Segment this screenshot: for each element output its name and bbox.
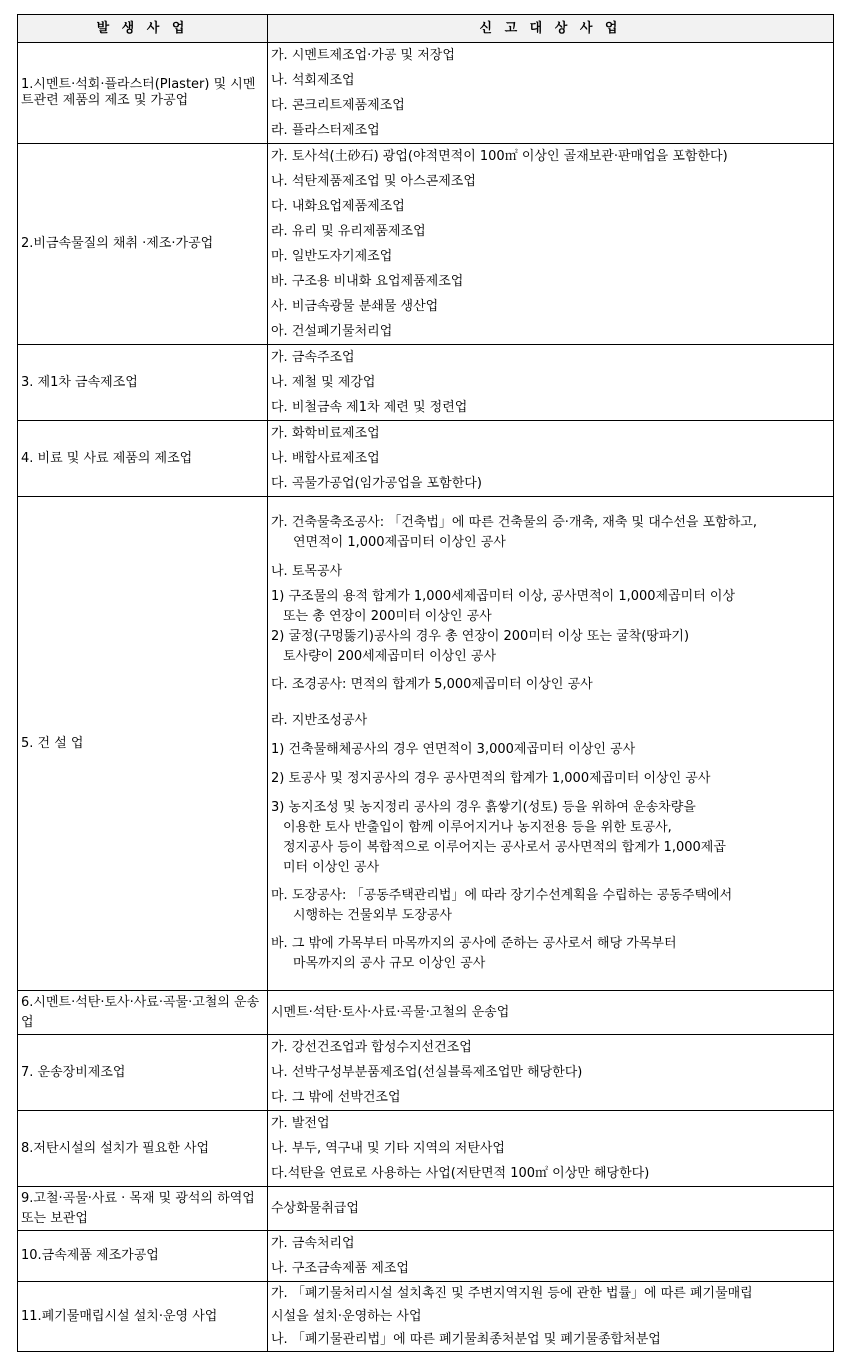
table-row (18, 421, 834, 497)
sub-item-continuation: 또는 총 연장이 200미터 이상인 공사 (283, 609, 492, 624)
list-item: 나. 석탄제품제조업 및 아스콘제조업 (271, 174, 476, 189)
items-cell (268, 1035, 834, 1111)
list-item: 나. 구조금속제품 제조업 (271, 1261, 409, 1276)
list-item-continuation: 시행하는 건물외부 도장공사 (293, 908, 452, 923)
list-item: 아. 건설폐기물처리업 (271, 324, 393, 339)
list-item: 나. 「폐기물관리법」에 따른 폐기물최종처분업 및 폐기물종합처분업 (271, 1332, 661, 1347)
sub-item-continuation: 미터 이상인 공사 (283, 860, 380, 875)
items-cell (268, 345, 834, 421)
table-row (18, 1187, 834, 1231)
list-item: 가. 금속주조업 (271, 350, 355, 365)
table-row (18, 1111, 834, 1187)
list-item: 가. 건축물축조공사: 「건축법」에 따른 건축물의 증·개축, 재축 및 대수선을 포함하고, (271, 515, 757, 530)
header-reportable-business: 신 고 대 상 사 업 (268, 15, 834, 43)
items-cell (268, 1187, 834, 1231)
list-item: 가. 시멘트제조업·가공 및 저장업 (271, 48, 455, 63)
category-cell: 1.시멘트·석회·플라스터(Plaster) 및 시멘트관련 제품의 제조 및 가공업 (18, 43, 268, 144)
list-item: 바. 그 밖에 가목부터 마목까지의 공사에 준하는 공사로서 해당 가목부터 (271, 936, 677, 951)
list-item: 나. 석회제조업 (271, 73, 355, 88)
list-item: 다.석탄을 연료로 사용하는 사업(저탄면적 100㎡ 이상만 해당한다) (271, 1166, 650, 1181)
items-cell (268, 43, 834, 144)
list-item-continuation: 마목까지의 공사 규모 이상인 공사 (293, 956, 486, 971)
items-cell (268, 991, 834, 1035)
category-cell: 4. 비료 및 사료 제품의 제조업 (18, 421, 268, 497)
sub-item: 3) 농지조성 및 농지정리 공사의 경우 흙쌓기(성토) 등을 위하여 운송차량을 (271, 800, 696, 815)
list-item: 라. 지반조성공사 (271, 713, 368, 728)
category-cell: 5. 건 설 업 (18, 497, 268, 991)
table-row (18, 1231, 834, 1282)
category-cell: 10.금속제품 제조가공업 (18, 1231, 268, 1282)
sub-item-continuation: 이용한 토사 반출입이 함께 이루어지거나 농지전용 등을 위한 토공사, (283, 820, 672, 835)
list-item: 나. 선박구성부분품제조업(선실블록제조업만 해당한다) (271, 1065, 583, 1080)
sub-item-continuation: 토사량이 200세제곱미터 이상인 공사 (283, 649, 497, 664)
list-item: 다. 비철금속 제1차 제련 및 정련업 (271, 400, 468, 415)
list-item-continuation: 시설을 설치·운영하는 사업 (271, 1309, 422, 1324)
list-item: 다. 조경공사: 면적의 합계가 5,000제곱미터 이상인 공사 (271, 677, 593, 692)
list-item: 나. 토목공사 (271, 564, 343, 579)
list-item: 마. 도장공사: 「공동주택관리법」에 따라 장기수선계획을 수립하는 공동주택에서 (271, 888, 733, 903)
list-item: 가. 「폐기물처리시설 설치촉진 및 주변지역지원 등에 관한 법률」에 따른 폐기물매립 (271, 1286, 753, 1301)
list-item: 다. 곡물가공업(임가공업을 포함한다) (271, 476, 482, 491)
list-item: 다. 그 밖에 선박건조업 (271, 1090, 401, 1105)
list-item-continuation: 연면적이 1,000제곱미터 이상인 공사 (293, 535, 506, 550)
items-cell (268, 1282, 834, 1352)
list-item: 다. 내화요업제품제조업 (271, 199, 405, 214)
table-row (18, 1035, 834, 1111)
list-item: 시멘트·석탄·토사·사료·곡물·고철의 운송업 (271, 1005, 510, 1020)
sub-item: 2) 토공사 및 정지공사의 경우 공사면적의 합계가 1,000제곱미터 이상인 공사 (271, 771, 711, 786)
table-row (18, 345, 834, 421)
list-item: 가. 화학비료제조업 (271, 426, 380, 441)
sub-item: 1) 구조물의 용적 합계가 1,000세제곱미터 이상, 공사면적이 1,000제곱미터 이상 (271, 589, 736, 604)
items-cell (268, 421, 834, 497)
list-item: 나. 제철 및 제강업 (271, 375, 376, 390)
list-item: 라. 플라스터제조업 (271, 123, 380, 138)
category-cell: 6.시멘트·석탄·토사·사료·곡물·고철의 운송업 (18, 991, 268, 1035)
list-item: 바. 구조용 비내화 요업제품제조업 (271, 274, 464, 289)
items-cell (268, 1231, 834, 1282)
sub-item: 1) 건축물해체공사의 경우 연면적이 3,000제곱미터 이상인 공사 (271, 742, 636, 757)
category-cell: 8.저탄시설의 설치가 필요한 사업 (18, 1111, 268, 1187)
list-item: 가. 금속처리업 (271, 1236, 355, 1251)
list-item: 가. 토사석(土砂石) 광업(야적면적이 100㎡ 이상인 골재보관·판매업을 포함한다) (271, 149, 728, 164)
list-item: 마. 일반도자기제조업 (271, 249, 393, 264)
sub-item: 2) 굴정(구멍뚫기)공사의 경우 총 연장이 200미터 이상 또는 굴착(땅파기) (271, 629, 690, 644)
category-cell: 3. 제1차 금속제조업 (18, 345, 268, 421)
items-cell (268, 497, 834, 991)
category-cell: 2.비금속물질의 채취 ·제조·가공업 (18, 144, 268, 345)
table-row (18, 1282, 834, 1352)
list-item: 가. 강선건조업과 합성수지선건조업 (271, 1040, 472, 1055)
list-item: 다. 콘크리트제품제조업 (271, 98, 405, 113)
list-item: 나. 부두, 역구내 및 기타 지역의 저탄사업 (271, 1141, 505, 1156)
table-row (18, 497, 834, 991)
list-item: 가. 발전업 (271, 1116, 330, 1131)
list-item: 라. 유리 및 유리제품제조업 (271, 224, 426, 239)
list-item: 나. 배합사료제조업 (271, 451, 380, 466)
table-header-row (18, 15, 834, 43)
header-generating-business: 발 생 사 업 (18, 15, 268, 43)
list-item: 사. 비금속광물 분쇄물 생산업 (271, 299, 439, 314)
items-cell (268, 1111, 834, 1187)
list-item: 수상화물취급업 (271, 1201, 359, 1216)
sub-item-continuation: 정지공사 등이 복합적으로 이루어지는 공사로서 공사면적의 합계가 1,000제곱 (283, 840, 726, 855)
table-row (18, 43, 834, 144)
category-cell: 9.고철·곡물·사료 · 목재 및 광석의 하역업 또는 보관업 (18, 1187, 268, 1231)
table-row (18, 991, 834, 1035)
category-cell: 11.폐기물매립시설 설치·운영 사업 (18, 1282, 268, 1352)
table-row (18, 144, 834, 345)
category-cell: 7. 운송장비제조업 (18, 1035, 268, 1111)
items-cell (268, 144, 834, 345)
business-reporting-table (17, 14, 834, 1352)
